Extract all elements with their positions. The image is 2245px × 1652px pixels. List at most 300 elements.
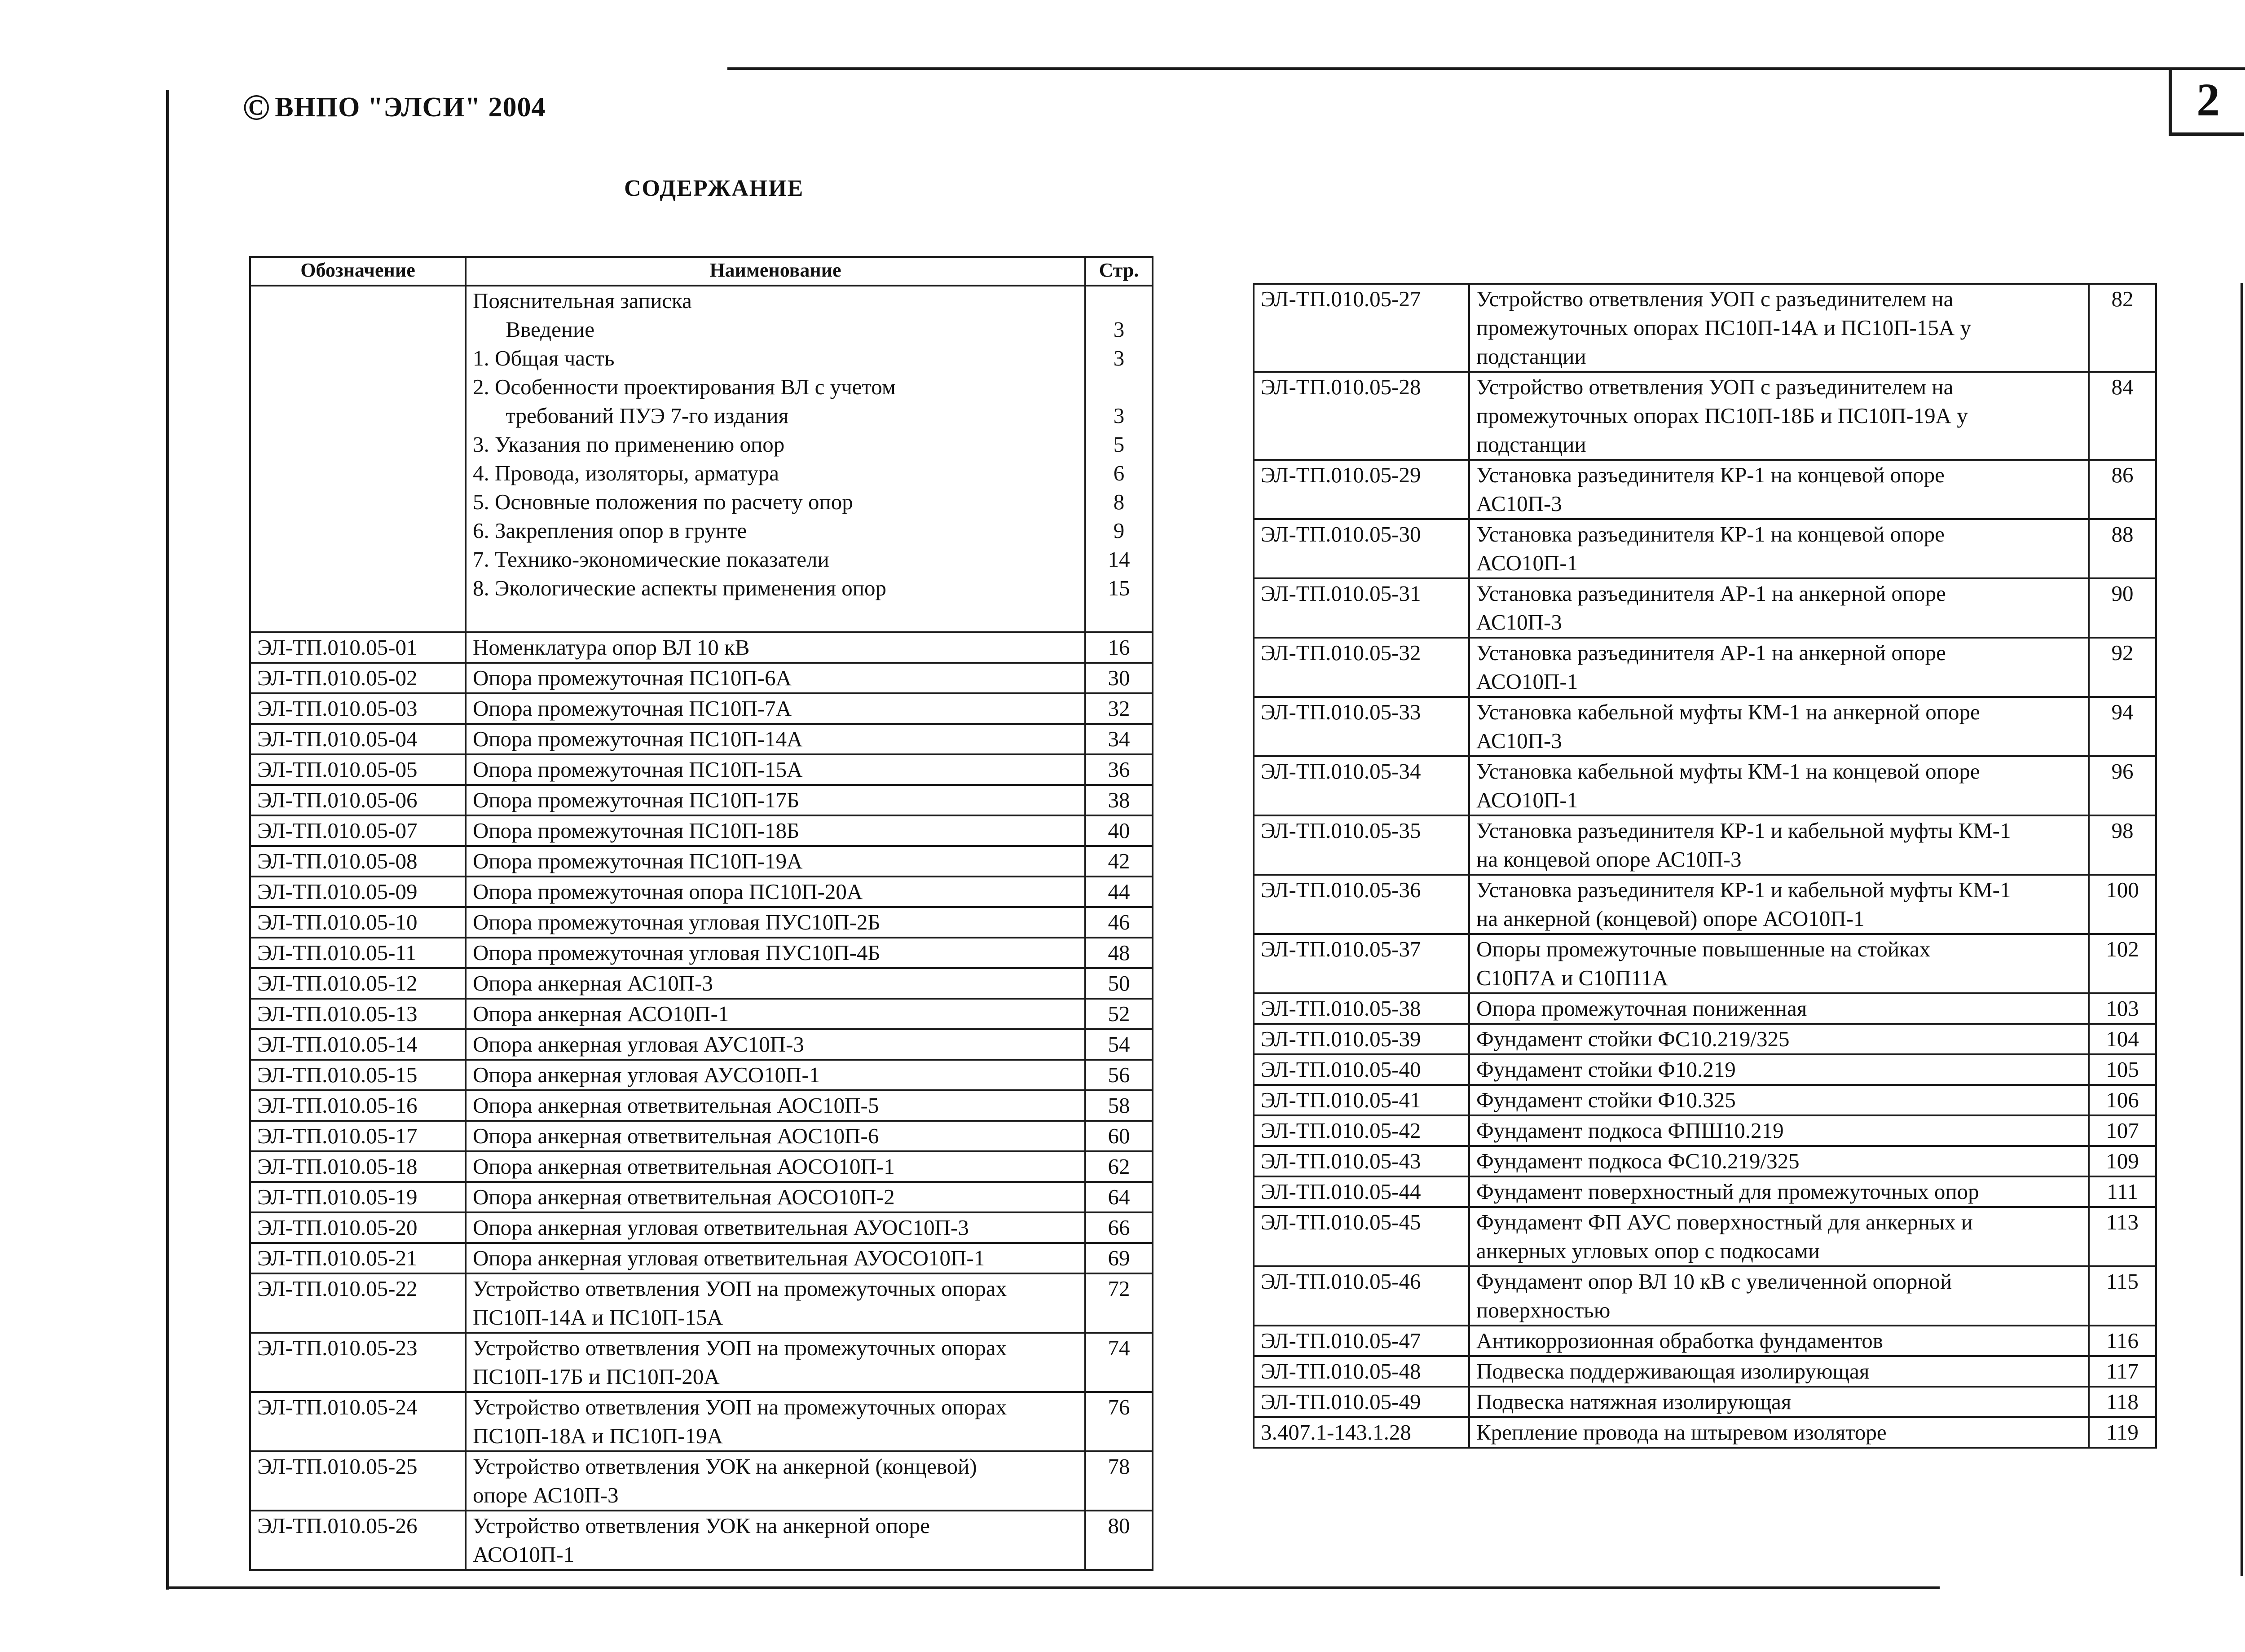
table-row (1254, 934, 2156, 993)
row-name (1469, 519, 2089, 578)
row-name-line: С10П7А и С10П11А (1476, 965, 1668, 990)
row-code: ЭЛ-ТП.010.05-43 (1254, 1146, 1469, 1176)
row-name-line: Устройство ответвления УОК на анкерной (концевой) (473, 1454, 977, 1479)
row-page: 52 (1085, 999, 1153, 1029)
row-name-line: Опора промежуточная ПС10П-7А (473, 696, 792, 721)
table-row (1254, 519, 2156, 578)
row-name (1469, 1115, 2089, 1146)
row-name (1469, 875, 2089, 934)
row-name (1469, 1207, 2089, 1266)
row-code: ЭЛ-ТП.010.05-21 (250, 1243, 466, 1273)
row-code: ЭЛ-ТП.010.05-37 (1254, 934, 1469, 993)
row-code: ЭЛ-ТП.010.05-15 (250, 1060, 466, 1090)
row-page: 80 (1085, 1511, 1153, 1570)
row-name-line: Опора промежуточная ПС10П-18Б (473, 818, 800, 843)
table-row (1254, 1266, 2156, 1326)
row-page: 117 (2089, 1356, 2156, 1387)
row-page: 109 (2089, 1146, 2156, 1176)
table-row (250, 1151, 1153, 1182)
row-name (1469, 578, 2089, 638)
row-name-line: Установка разъединителя АР-1 на анкерной опоре (1476, 581, 1946, 606)
row-page: 54 (1085, 1029, 1153, 1060)
row-name (466, 724, 1085, 754)
row-name-line: Опора анкерная угловая АУС10П-3 (473, 1032, 804, 1057)
row-code: ЭЛ-ТП.010.05-18 (250, 1151, 466, 1182)
row-name-line: Подвеска поддерживающая изолирующая (1476, 1359, 1870, 1383)
row-name (466, 815, 1085, 846)
table-row (250, 693, 1153, 724)
row-name (466, 907, 1085, 938)
table-row (250, 1029, 1153, 1060)
row-name (466, 693, 1085, 724)
row-name-line: Опора анкерная ответвительная АОСО10П-1 (473, 1154, 895, 1179)
row-name-line: ПС10П-17Б и ПС10П-20А (473, 1364, 720, 1389)
row-name (466, 785, 1085, 815)
row-code: ЭЛ-ТП.010.05-46 (1254, 1266, 1469, 1326)
row-page: 102 (2089, 934, 2156, 993)
row-name (466, 1029, 1085, 1060)
row-code: ЭЛ-ТП.010.05-06 (250, 785, 466, 815)
row-name-line: Установка кабельной муфты КМ-1 на концевой опоре (1476, 759, 1980, 784)
intro-item: 5. Основные положения по расчету опор (473, 489, 853, 514)
page-number: 2 (2169, 67, 2244, 136)
intro-code-cell (250, 286, 466, 632)
row-page: 98 (2089, 815, 2156, 875)
row-code: ЭЛ-ТП.010.05-30 (1254, 519, 1469, 578)
table-row (250, 724, 1153, 754)
row-name (1469, 372, 2089, 460)
header (242, 89, 546, 126)
row-page: 92 (2089, 638, 2156, 697)
table-row (1254, 1146, 2156, 1176)
table-row (1254, 460, 2156, 519)
row-code: ЭЛ-ТП.010.05-33 (1254, 697, 1469, 756)
row-name (466, 846, 1085, 877)
row-page: 107 (2089, 1115, 2156, 1146)
row-name-line: подстанции (1476, 432, 1586, 457)
row-name-line: Устройство ответвления УОП с разъединителем на (1476, 374, 1954, 399)
intro-item-page: 9 (1113, 518, 1125, 543)
row-name-line: Установка разъединителя КР-1 на концевой опоре (1476, 463, 1945, 487)
toc-table-right (1253, 283, 2157, 1449)
row-code: ЭЛ-ТП.010.05-45 (1254, 1207, 1469, 1266)
row-name-line: подстанции (1476, 344, 1586, 369)
row-page: 78 (1085, 1451, 1153, 1511)
row-name-line: Фундамент опор ВЛ 10 кВ с увеличенной опорной (1476, 1269, 1952, 1294)
intro-item: Введение (473, 317, 595, 342)
row-page: 42 (1085, 846, 1153, 877)
table-row (1254, 1024, 2156, 1054)
intro-item: 6. Закрепления опор в грунте (473, 518, 747, 543)
row-name (1469, 1266, 2089, 1326)
intro-item: требований ПУЭ 7-го издания (473, 403, 789, 428)
row-name-line: Фундамент стойки ФС10.219/325 (1476, 1026, 1790, 1051)
row-page: 100 (2089, 875, 2156, 934)
table-row (250, 1392, 1153, 1451)
intro-item: 4. Провода, изоляторы, арматура (473, 461, 779, 485)
intro-item-page (1086, 373, 1152, 401)
table-row (250, 785, 1153, 815)
table-row (1254, 1417, 2156, 1448)
row-name (466, 968, 1085, 999)
row-name-line: Фундамент стойки Ф10.325 (1476, 1088, 1736, 1112)
row-name-line: Фундамент подкоса ФС10.219/325 (1476, 1149, 1800, 1173)
row-code: ЭЛ-ТП.010.05-07 (250, 815, 466, 846)
row-page: 40 (1085, 815, 1153, 846)
row-page: 76 (1085, 1392, 1153, 1451)
table-row (1254, 284, 2156, 372)
row-code: ЭЛ-ТП.010.05-42 (1254, 1115, 1469, 1146)
row-page: 48 (1085, 938, 1153, 968)
row-name (466, 663, 1085, 693)
row-page: 32 (1085, 693, 1153, 724)
table-row (1254, 638, 2156, 697)
row-code: ЭЛ-ТП.010.05-05 (250, 754, 466, 785)
header-page: Стр. (1085, 257, 1153, 286)
row-code: ЭЛ-ТП.010.05-03 (250, 693, 466, 724)
row-name-line: опоре АС10П-3 (473, 1483, 619, 1507)
row-name (1469, 993, 2089, 1024)
row-name-line: поверхностью (1476, 1298, 1611, 1322)
row-name (466, 877, 1085, 907)
row-name-line: Установка разъединителя АР-1 на анкерной опоре (1476, 640, 1946, 665)
table-row (250, 1451, 1153, 1511)
row-name (1469, 815, 2089, 875)
row-code: ЭЛ-ТП.010.05-26 (250, 1511, 466, 1570)
row-page: 103 (2089, 993, 2156, 1024)
row-name (1469, 756, 2089, 815)
table-row (250, 1182, 1153, 1212)
row-name (1469, 934, 2089, 993)
row-code: ЭЛ-ТП.010.05-12 (250, 968, 466, 999)
intro-item: 1. Общая часть (473, 346, 615, 370)
row-code: ЭЛ-ТП.010.05-25 (250, 1451, 466, 1511)
row-code: ЭЛ-ТП.010.05-08 (250, 846, 466, 877)
table-row (250, 632, 1153, 663)
table-row (250, 907, 1153, 938)
toc-table-left (249, 256, 1153, 1571)
row-code: 3.407.1-143.1.28 (1254, 1417, 1469, 1448)
row-name-line: АС10П-3 (1476, 728, 1562, 753)
intro-item: 7. Технико-экономические показатели (473, 547, 829, 572)
intro-item-page (1086, 286, 1152, 315)
row-page: 94 (2089, 697, 2156, 756)
intro-item: 2. Особенности проектирования ВЛ с учетом (473, 374, 896, 399)
table-row (1254, 1207, 2156, 1266)
row-page: 72 (1085, 1273, 1153, 1333)
row-code: ЭЛ-ТП.010.05-23 (250, 1333, 466, 1392)
table-row (1254, 875, 2156, 934)
intro-item-page: 3 (1113, 317, 1125, 342)
row-name-line: Опора промежуточная угловая ПУС10П-2Б (473, 910, 880, 934)
table-row (250, 877, 1153, 907)
row-code: ЭЛ-ТП.010.05-04 (250, 724, 466, 754)
row-name (466, 1121, 1085, 1151)
row-name (466, 1090, 1085, 1121)
intro-item-page: 15 (1108, 576, 1130, 600)
row-name-line: АСО10П-1 (1476, 669, 1578, 694)
row-page: 69 (1085, 1243, 1153, 1273)
row-code: ЭЛ-ТП.010.05-09 (250, 877, 466, 907)
row-name-line: Опора промежуточная ПС10П-17Б (473, 788, 800, 812)
row-code: ЭЛ-ТП.010.05-39 (1254, 1024, 1469, 1054)
row-code: ЭЛ-ТП.010.05-31 (1254, 578, 1469, 638)
table-row (1254, 372, 2156, 460)
row-page: 62 (1085, 1151, 1153, 1182)
intro-item: 3. Указания по применению опор (473, 432, 785, 457)
row-name (466, 1273, 1085, 1333)
row-page: 106 (2089, 1085, 2156, 1115)
row-name (466, 754, 1085, 785)
row-page: 50 (1085, 968, 1153, 999)
table-row (250, 1273, 1153, 1333)
row-name (466, 1060, 1085, 1090)
page-title: СОДЕРЖАНИЕ (624, 176, 804, 201)
row-name-line: Устройство ответвления УОП на промежуточных опорах (473, 1395, 1007, 1419)
row-name-line: промежуточных опорах ПС10П-18Б и ПС10П-19А у (1476, 403, 1968, 428)
row-name-line: Устройство ответвления УОК на анкерной опоре (473, 1513, 930, 1538)
row-name-line: Опора анкерная угловая ответвительная АУОС10П-3 (473, 1215, 969, 1240)
row-name-line: Опора промежуточная ПС10П-14А (473, 727, 803, 751)
table-row (250, 1090, 1153, 1121)
row-name-line: Устройство ответвления УОП на промежуточных опорах (473, 1335, 1007, 1360)
header-org: ВНПО "ЭЛСИ" 2004 (275, 92, 546, 123)
row-code: ЭЛ-ТП.010.05-22 (250, 1273, 466, 1333)
intro-name-cell (466, 286, 1085, 632)
row-code: ЭЛ-ТП.010.05-24 (250, 1392, 466, 1451)
row-name-line: на концевой опоре АС10П-3 (1476, 847, 1742, 872)
row-name-line: Опора анкерная ответвительная АОС10П-5 (473, 1093, 879, 1118)
row-code: ЭЛ-ТП.010.05-14 (250, 1029, 466, 1060)
row-page: 105 (2089, 1054, 2156, 1085)
row-name (1469, 1417, 2089, 1448)
row-name-line: ПС10П-14А и ПС10П-15А (473, 1305, 723, 1330)
row-name (1469, 1024, 2089, 1054)
table-row (250, 1121, 1153, 1151)
table-row (1254, 1085, 2156, 1115)
row-name-line: Фундамент поверхностный для промежуточных опор (1476, 1179, 1979, 1204)
frame-bottom-line (166, 1586, 1940, 1589)
row-page: 116 (2089, 1326, 2156, 1356)
table-row (1254, 756, 2156, 815)
row-name (1469, 638, 2089, 697)
row-name-line: Опора анкерная АС10П-3 (473, 971, 713, 996)
intro-item-page: 3 (1113, 346, 1125, 370)
row-name-line: Фундамент стойки Ф10.219 (1476, 1057, 1736, 1082)
row-name-line: ПС10П-18А и ПС10П-19А (473, 1423, 723, 1448)
row-name-line: Фундамент ФП АУС поверхностный для анкерных и (1476, 1210, 1973, 1234)
row-code: ЭЛ-ТП.010.05-44 (1254, 1176, 1469, 1207)
row-name-line: АС10П-3 (1476, 610, 1562, 634)
table-row (250, 938, 1153, 968)
row-name (466, 999, 1085, 1029)
row-name-line: Опоры промежуточные повышенные на стойках (1476, 937, 1931, 961)
row-code: ЭЛ-ТП.010.05-10 (250, 907, 466, 938)
header-code: Обозначение (250, 257, 466, 286)
table-row (250, 815, 1153, 846)
row-page: 111 (2089, 1176, 2156, 1207)
row-name-line: Опора промежуточная пониженная (1476, 996, 1807, 1021)
row-name-line: АСО10П-1 (1476, 788, 1578, 812)
row-name (466, 1333, 1085, 1392)
row-code: ЭЛ-ТП.010.05-34 (1254, 756, 1469, 815)
row-page: 36 (1085, 754, 1153, 785)
copyright-icon: © (242, 87, 271, 128)
row-name-line: Фундамент подкоса ФПШ10.219 (1476, 1118, 1784, 1143)
row-code: ЭЛ-ТП.010.05-17 (250, 1121, 466, 1151)
row-name (466, 938, 1085, 968)
table-row (1254, 1387, 2156, 1417)
row-page: 86 (2089, 460, 2156, 519)
row-code: ЭЛ-ТП.010.05-11 (250, 938, 466, 968)
row-code: ЭЛ-ТП.010.05-38 (1254, 993, 1469, 1024)
table-row (250, 1212, 1153, 1243)
row-name-line: АС10П-3 (1476, 491, 1562, 516)
row-code: ЭЛ-ТП.010.05-19 (250, 1182, 466, 1212)
row-name (1469, 697, 2089, 756)
table-row (250, 999, 1153, 1029)
row-name-line: Устройство ответвления УОП с разъединителем на (1476, 286, 1954, 311)
row-page: 115 (2089, 1266, 2156, 1326)
row-name-line: промежуточных опорах ПС10П-14А и ПС10П-15А у (1476, 315, 1971, 340)
table-row (1254, 1326, 2156, 1356)
row-name-line: Опора промежуточная опора ПС10П-20А (473, 879, 863, 904)
row-code: ЭЛ-ТП.010.05-01 (250, 632, 466, 663)
row-name-line: Опора анкерная угловая АУСО10П-1 (473, 1062, 820, 1087)
table-row (250, 663, 1153, 693)
row-name (466, 1243, 1085, 1273)
row-name (1469, 460, 2089, 519)
row-page: 104 (2089, 1024, 2156, 1054)
intro-item-page (1086, 603, 1152, 631)
row-page: 60 (1085, 1121, 1153, 1151)
row-name (466, 1511, 1085, 1570)
row-name (466, 1151, 1085, 1182)
row-name (466, 1392, 1085, 1451)
row-page: 82 (2089, 284, 2156, 372)
row-name-line: Опора анкерная угловая ответвительная АУОСО10П-1 (473, 1246, 985, 1270)
row-name-line: на анкерной (концевой) опоре АСО10П-1 (1476, 906, 1865, 931)
table-row (1254, 1176, 2156, 1207)
row-name-line: Подвеска натяжная изолирующая (1476, 1389, 1792, 1414)
row-page: 118 (2089, 1387, 2156, 1417)
row-page: 34 (1085, 724, 1153, 754)
row-page: 46 (1085, 907, 1153, 938)
table-row (250, 968, 1153, 999)
row-name-line: Установка кабельной муфты КМ-1 на анкерной опоре (1476, 700, 1980, 724)
row-code: ЭЛ-ТП.010.05-32 (1254, 638, 1469, 697)
row-code: ЭЛ-ТП.010.05-27 (1254, 284, 1469, 372)
row-name (466, 1182, 1085, 1212)
row-name-line: Опора анкерная ответвительная АОСО10П-2 (473, 1185, 895, 1209)
row-page: 90 (2089, 578, 2156, 638)
row-page: 30 (1085, 663, 1153, 693)
row-page: 38 (1085, 785, 1153, 815)
intro-item (467, 603, 1084, 631)
frame-right-line (2241, 283, 2243, 1576)
intro-item: Пояснительная записка (473, 288, 692, 313)
intro-item-page: 6 (1113, 461, 1125, 485)
table-row (1254, 1115, 2156, 1146)
row-code: ЭЛ-ТП.010.05-16 (250, 1090, 466, 1121)
table-row (250, 1511, 1153, 1570)
row-page: 44 (1085, 877, 1153, 907)
row-name-line: АСО10П-1 (1476, 551, 1578, 575)
header-name: Наименование (466, 257, 1085, 286)
row-name-line: анкерных угловых опор с подкосами (1476, 1238, 1820, 1263)
row-page: 96 (2089, 756, 2156, 815)
intro-item-page: 8 (1113, 489, 1125, 514)
row-page: 56 (1085, 1060, 1153, 1090)
frame-left-line (166, 90, 169, 1590)
row-page: 119 (2089, 1417, 2156, 1448)
row-name-line: Установка разъединителя КР-1 и кабельной муфты КМ-1 (1476, 818, 2011, 843)
row-page: 74 (1085, 1333, 1153, 1392)
row-name-line: Опора промежуточная угловая ПУС10П-4Б (473, 940, 880, 965)
row-page: 64 (1085, 1182, 1153, 1212)
row-code: ЭЛ-ТП.010.05-41 (1254, 1085, 1469, 1115)
table-row (250, 846, 1153, 877)
row-page: 66 (1085, 1212, 1153, 1243)
row-name (1469, 284, 2089, 372)
row-name-line: АСО10П-1 (473, 1542, 575, 1567)
row-name (1469, 1146, 2089, 1176)
row-code: ЭЛ-ТП.010.05-02 (250, 663, 466, 693)
row-page: 84 (2089, 372, 2156, 460)
row-name-line: Устройство ответвления УОП на промежуточных опорах (473, 1276, 1007, 1301)
row-page: 113 (2089, 1207, 2156, 1266)
table-row (250, 1060, 1153, 1090)
frame-top-line (727, 67, 2245, 70)
table-header-row (250, 257, 1153, 286)
row-code: ЭЛ-ТП.010.05-36 (1254, 875, 1469, 934)
row-code: ЭЛ-ТП.010.05-48 (1254, 1356, 1469, 1387)
row-name-line: Установка разъединителя КР-1 и кабельной муфты КМ-1 (1476, 877, 2011, 902)
intro-item-page: 14 (1108, 547, 1130, 572)
row-code: ЭЛ-ТП.010.05-49 (1254, 1387, 1469, 1417)
row-code: ЭЛ-ТП.010.05-29 (1254, 460, 1469, 519)
row-name (1469, 1176, 2089, 1207)
row-code: ЭЛ-ТП.010.05-13 (250, 999, 466, 1029)
intro-item-page: 5 (1113, 432, 1125, 457)
table-row (250, 754, 1153, 785)
row-code: ЭЛ-ТП.010.05-20 (250, 1212, 466, 1243)
row-code: ЭЛ-ТП.010.05-40 (1254, 1054, 1469, 1085)
table-row (250, 1243, 1153, 1273)
row-code: ЭЛ-ТП.010.05-47 (1254, 1326, 1469, 1356)
table-row (250, 1333, 1153, 1392)
row-page: 88 (2089, 519, 2156, 578)
row-name (1469, 1326, 2089, 1356)
row-name-line: Опора анкерная АСО10П-1 (473, 1001, 729, 1026)
row-name-line: Номенклатура опор ВЛ 10 кВ (473, 635, 750, 660)
row-name-line: Опора промежуточная ПС10П-19А (473, 849, 803, 873)
table-row (1254, 993, 2156, 1024)
intro-page-cell (1085, 286, 1153, 632)
table-row (1254, 578, 2156, 638)
row-page: 58 (1085, 1090, 1153, 1121)
row-name (1469, 1387, 2089, 1417)
row-name (466, 632, 1085, 663)
row-name-line: Опора анкерная ответвительная АОС10П-6 (473, 1123, 879, 1148)
table-row (1254, 815, 2156, 875)
row-code: ЭЛ-ТП.010.05-35 (1254, 815, 1469, 875)
row-name (466, 1212, 1085, 1243)
intro-item: 8. Экологические аспекты применения опор (473, 576, 887, 600)
row-name-line: Антикоррозионная обработка фундаментов (1476, 1328, 1883, 1353)
table-row (1254, 1356, 2156, 1387)
intro-item-page: 3 (1113, 403, 1125, 428)
